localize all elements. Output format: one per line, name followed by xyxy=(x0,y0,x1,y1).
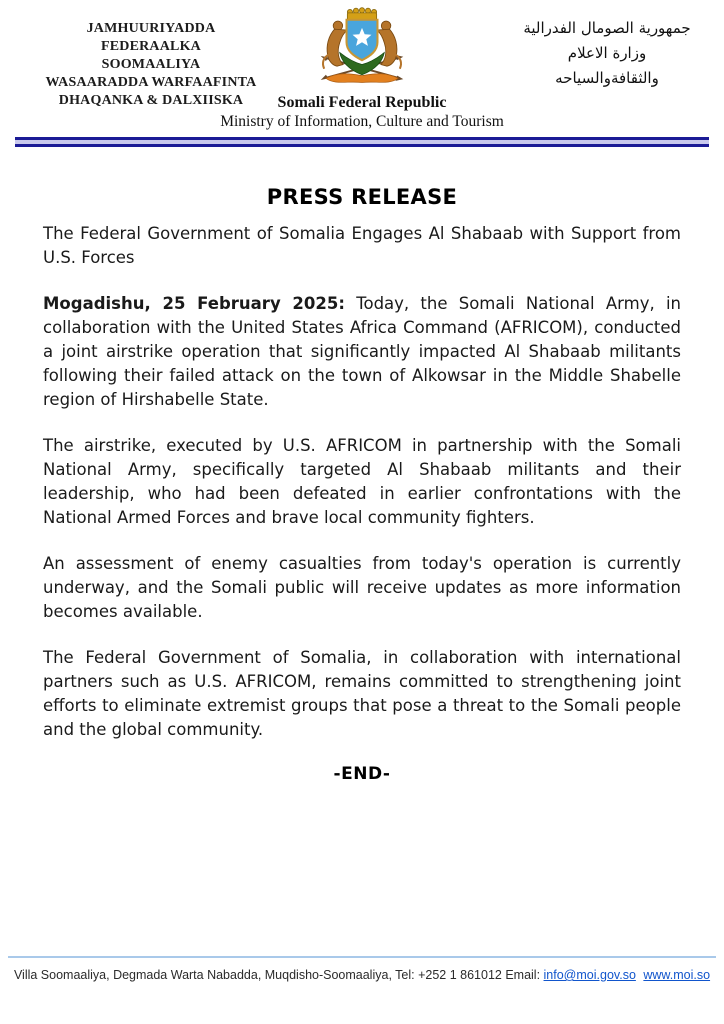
org-title-block xyxy=(0,94,724,132)
somalia-coat-of-arms-icon xyxy=(310,6,414,92)
letterhead-line-arabic: والثقافةوالسياحه xyxy=(555,69,659,87)
paragraph: The airstrike, executed by U.S. AFRICOM in partnership with the Somali National Army, specifically targeted Al Shabaab militants and their leadership, who had been defeated in earlier confrontations with the National Armed Forces and brave local community fighters. xyxy=(43,436,681,527)
ministry-name-arabic xyxy=(496,16,718,91)
page-footer xyxy=(0,956,724,982)
press-release-title: PRESS RELEASE xyxy=(266,185,458,209)
footer-address: Villa Soomaaliya, Degmada Warta Nabadda, Muqdisho-Soomaaliya, Tel: +252 1 861012 Email: xyxy=(13,968,544,982)
header-divider xyxy=(15,137,709,147)
footer-contact xyxy=(0,968,724,982)
org-title: Somali Federal Republic xyxy=(277,94,447,111)
letterhead-line: DHAQANKA & DALXIISKA xyxy=(58,93,244,108)
subject-line: The Federal Government of Somalia Engages Al Shabaab with Support from U.S. Forces xyxy=(43,224,681,267)
end-marker: -END- xyxy=(333,764,391,784)
paragraph-text: Today, the Somali National Army, in collaboration with the United States Africa Command (AFRICOM), conducted a joint airstrike operation that significantly impacted Al Shabaab militants following their failed attack on the town of Alkowsar in the Middle Shabelle region of Hirshabelle State. xyxy=(43,294,682,409)
paragraph: An assessment of enemy casualties from today's operation is currently underway, and the Somali public will receive updates as more information becomes available. xyxy=(43,554,681,621)
website-link[interactable]: www.moi.so xyxy=(643,968,711,982)
footer-divider xyxy=(8,956,716,958)
email-link[interactable]: info@moi.gov.so xyxy=(543,968,636,982)
paragraph-dateline xyxy=(43,292,681,412)
document-body xyxy=(0,185,724,784)
letterhead-line: WASAARADDA WARFAAFINTA xyxy=(45,75,257,90)
org-subtitle: Ministry of Information, Culture and Tourism xyxy=(220,113,504,130)
letterhead-line-arabic: جمهورية الصومال الفدرالية xyxy=(523,19,691,37)
letterhead xyxy=(0,0,724,137)
letterhead-line: SOOMAALIYA xyxy=(101,57,201,72)
crown-icon xyxy=(347,8,376,20)
paragraph: The Federal Government of Somalia, in collaboration with international partners such as U.S. AFRICOM, remains committed to strengthening joint efforts to eliminate extremist groups that pose a threat to the Somali people and the global community. xyxy=(43,648,681,739)
dateline: Mogadishu, 25 February 2025: xyxy=(43,294,345,313)
letterhead-line: JAMHUURIYADDA FEDERAALKA xyxy=(86,21,216,54)
letterhead-line-arabic: وزارة الاعلام xyxy=(567,44,647,62)
